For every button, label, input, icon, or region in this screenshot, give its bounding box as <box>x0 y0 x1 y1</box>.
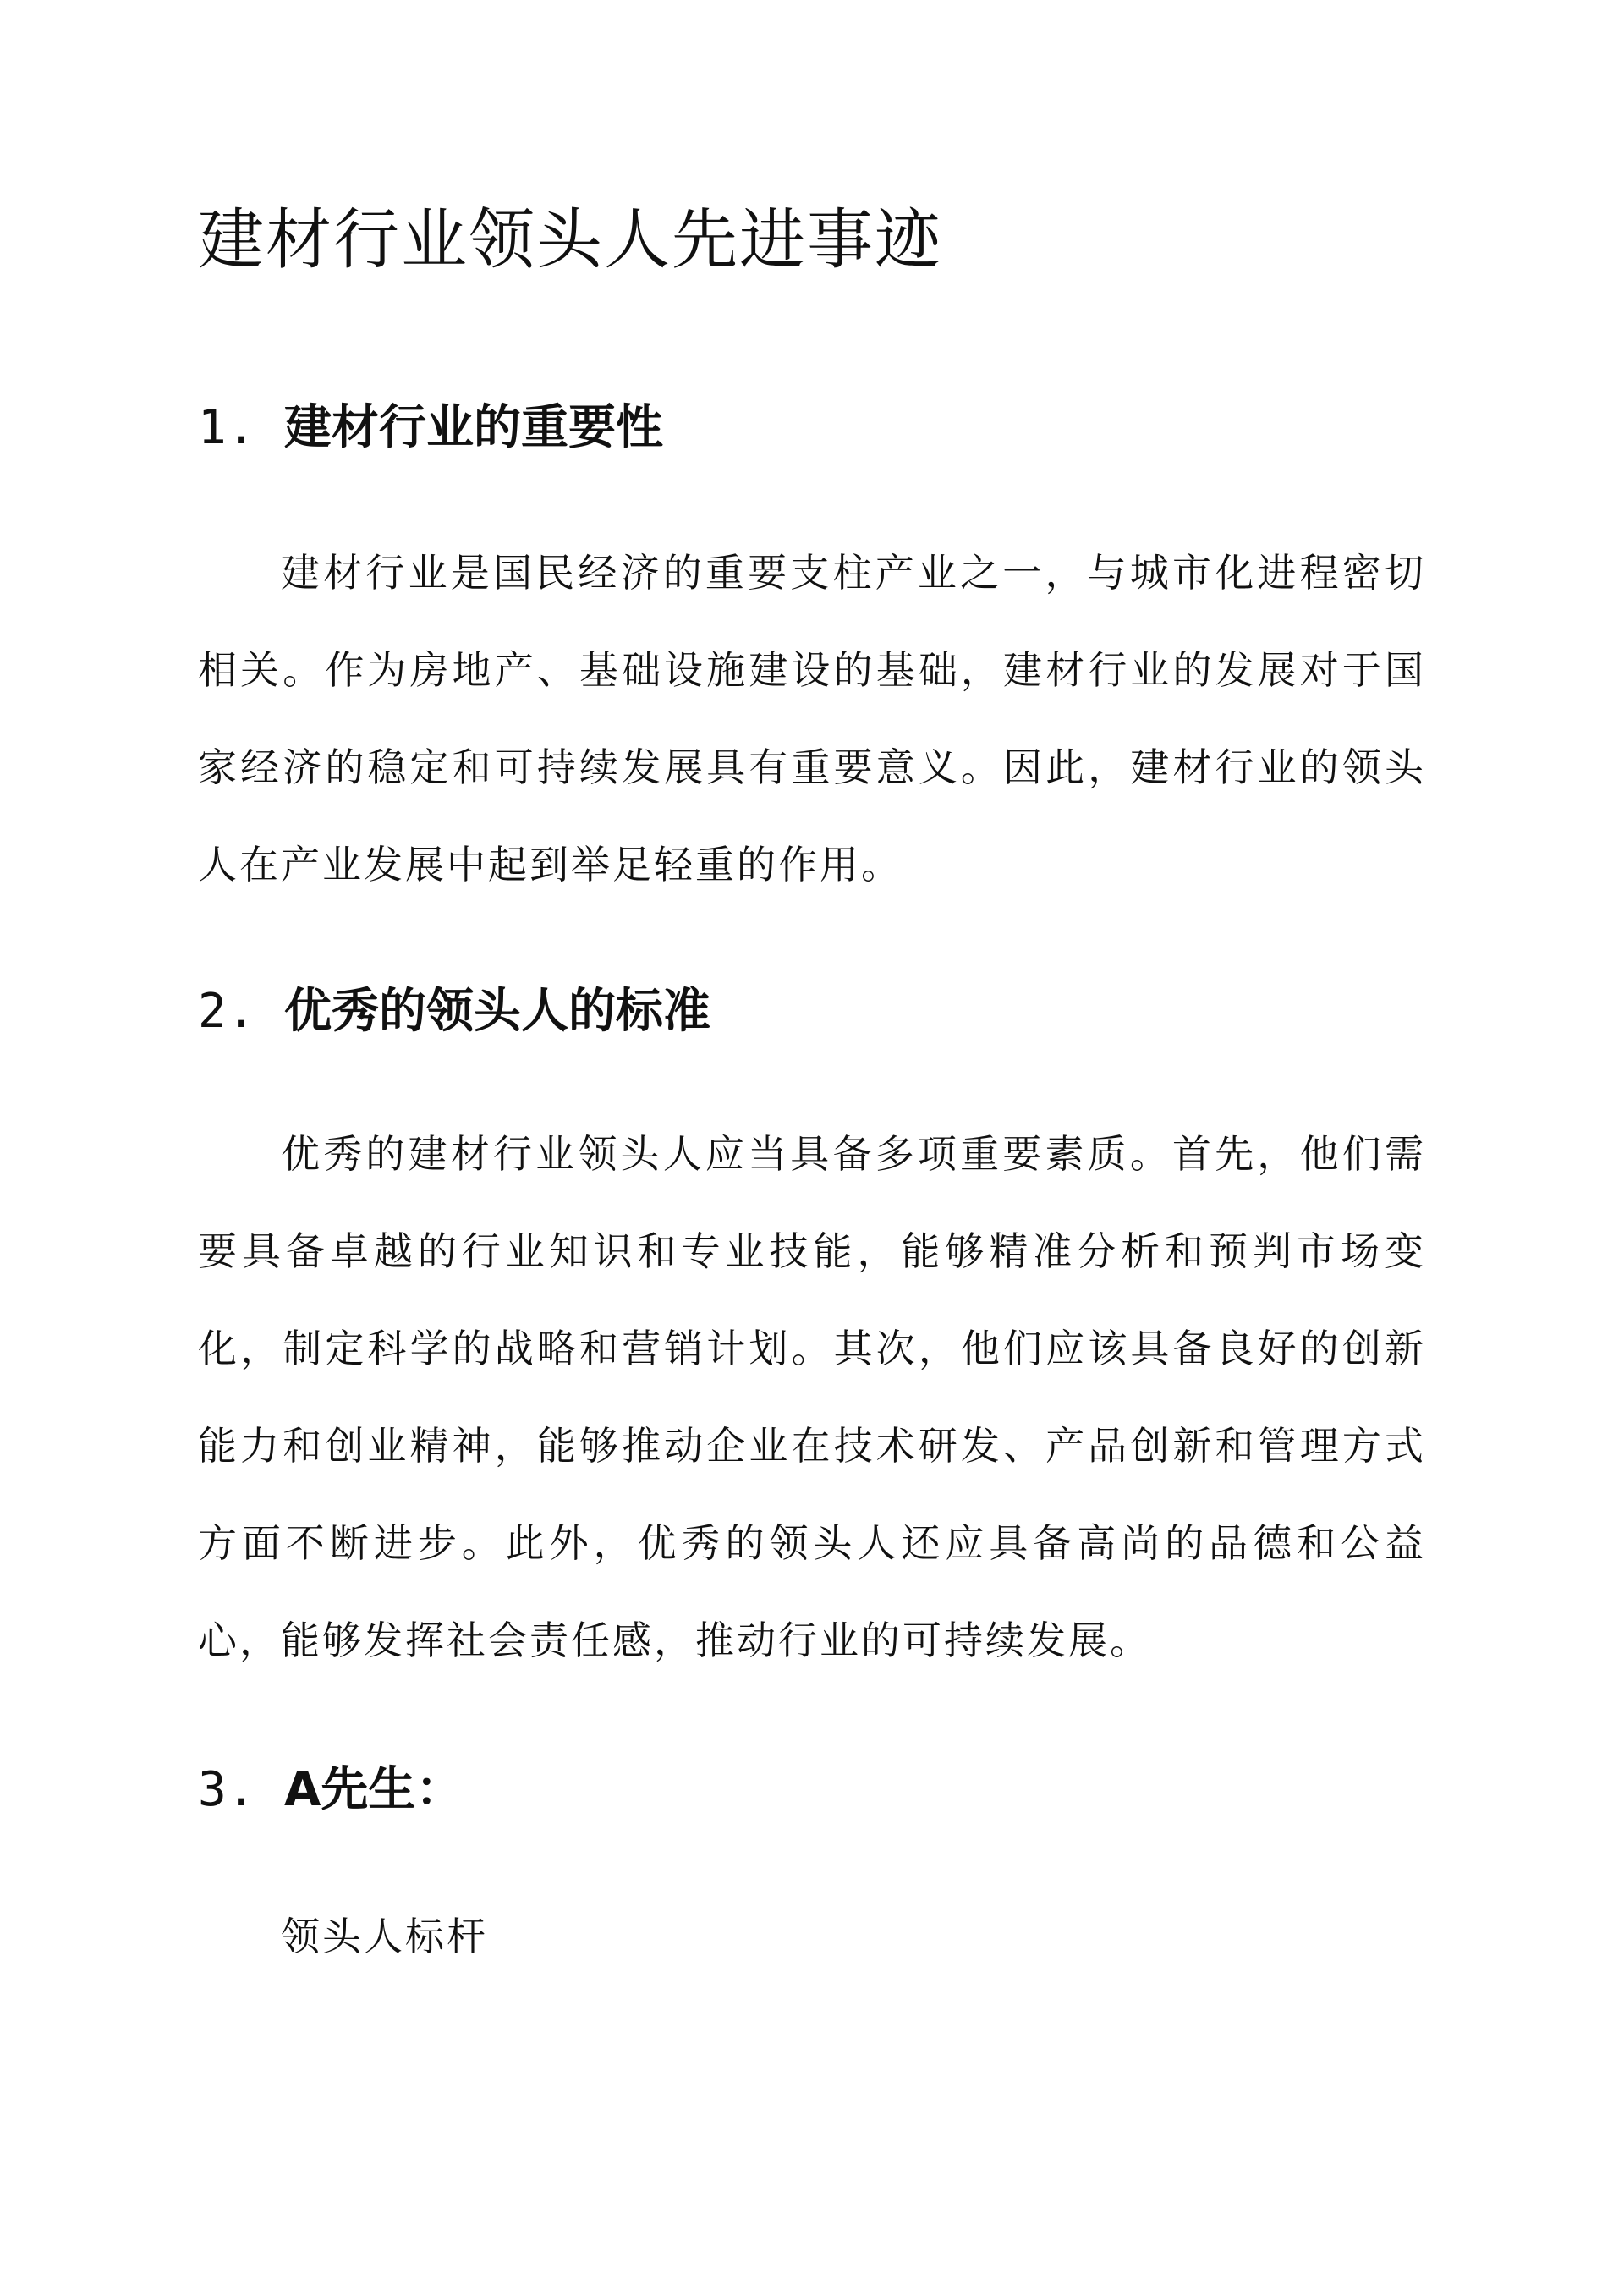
section-number: 2. <box>198 984 255 1039</box>
section-paragraph-3: 领头人标杆 <box>281 1914 488 1959</box>
section-number: 3. <box>198 1762 255 1817</box>
section-heading-text: 优秀的领头人的标准 <box>284 984 710 1039</box>
section-heading-text: 建材行业的重要性 <box>284 400 663 455</box>
section-heading-text: A先生： <box>284 1762 464 1817</box>
document-title: 建材行业领头人先进事迹 <box>198 202 943 278</box>
section-paragraph-2: 优秀的建材行业领头人应当具备多项重要素质。首先，他们需要具备卓越的行业知识和专业技能，能够精准分析和预判市场变化，制定科学的战略和营销计划。其次，他们应该具备良好的创新能力和创业精神，能够推动企业在技术研发、产品创新和管理方式方面不断进步。此外，优秀的领头人还应具备高尚的品德和公益心，能够发挥社会责任感，推动行业的可持续发展。 <box>198 1131 1426 1663</box>
section-heading-3 <box>198 1760 463 1821</box>
section-number: 1. <box>198 400 255 455</box>
section-paragraph-1: 建材行业是国民经济的重要支柱产业之一，与城市化进程密切相关。作为房地产、基础设施建设的基础，建材行业的发展对于国家经济的稳定和可持续发展具有重要意义。因此，建材行业的领头人在产业发展中起到举足轻重的作用。 <box>198 550 1426 887</box>
section-heading-1 <box>198 398 663 459</box>
section-heading-2 <box>198 981 710 1042</box>
